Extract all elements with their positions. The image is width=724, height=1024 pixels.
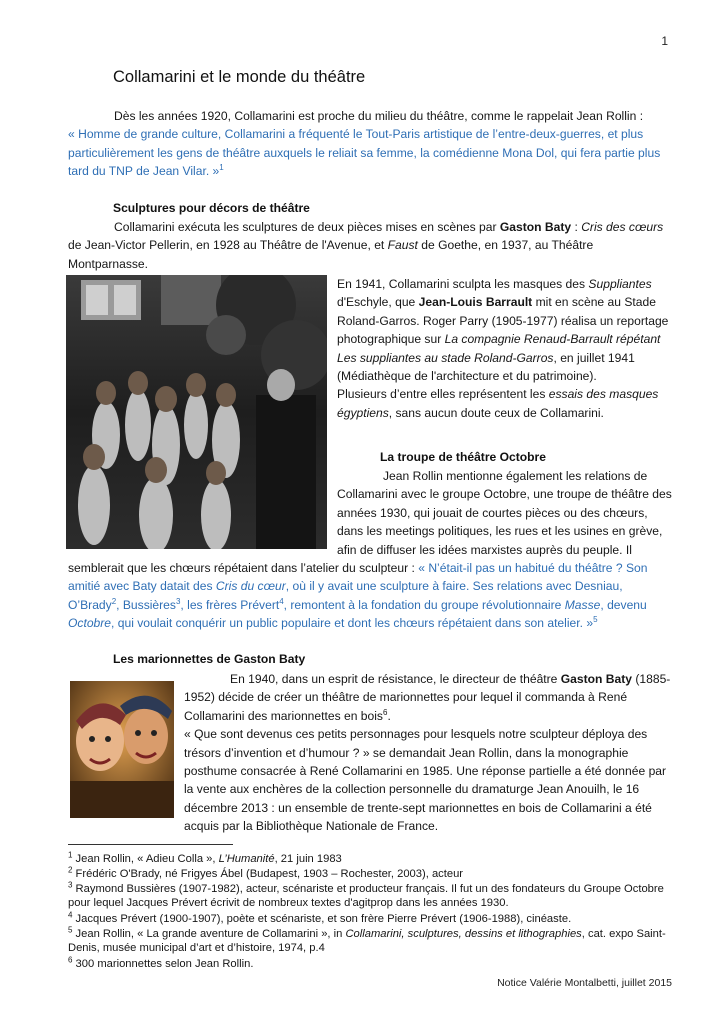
footnote-5-text: Jean Rollin, « La grande aventure de Collamarini », in bbox=[72, 928, 346, 940]
intro-quote bbox=[68, 125, 674, 180]
footnote-4 bbox=[68, 912, 668, 926]
note-ref-6[interactable]: 6 bbox=[382, 707, 388, 717]
footnote-6-number: 6 bbox=[68, 955, 73, 965]
note-ref-4[interactable]: 4 bbox=[279, 596, 284, 606]
marionnettes-text-2: « Que sont devenus ces petits personnages pour lesquels notre sculpteur déploya des trésors d’invention et d’humour ? » se demandait Jean Rollin, dans la monographie posthume consacrée à René Collamarini en 1985. Une réponse partielle a été donnée par la vente aux enchères de la collection personnelle du dramaturge Jean Anouilh, le 16 décembre 2013 : un ensemble de trente-sept marionnettes en bois de Collamarini a été acquis par la Bibliothèque Nationale de France. bbox=[184, 727, 667, 834]
page-footer: Notice Valérie Montalbetti, juillet 2015 bbox=[497, 977, 672, 989]
s2-text-6: , sans aucun doute ceux de Collamarini. bbox=[388, 405, 604, 420]
suppliantes-paragraph bbox=[337, 275, 674, 422]
s4-text-2: (1885-1952) décide de créer un théâtre de marionnettes pour lequel il commanda à René Collamarini des marionnettes en bois bbox=[184, 672, 671, 723]
s2-reportage-title: La compagnie Renaud-Barrault répétant Les suppliantes au stade Roland-Garros bbox=[337, 332, 661, 365]
s2-text-4: , en juillet 1941 (Médiathèque de l'architecture et du patrimoine). bbox=[337, 350, 635, 384]
s1-text-1: Collamarini exécuta les sculptures de deux pièces mises en scènes par bbox=[114, 220, 500, 234]
footnote-3 bbox=[68, 882, 668, 910]
footnote-5-number: 5 bbox=[68, 925, 73, 935]
s3-octobre: Octobre bbox=[68, 616, 112, 631]
s1-cris: Cris des cœurs bbox=[581, 220, 664, 234]
footnote-2-number: 2 bbox=[68, 865, 73, 875]
s3-cont: semblerait que les chœurs répétaient dans l’atelier du sculpteur : bbox=[68, 561, 419, 575]
footnote-2-text: Frédéric O'Brady, né Frigyes Ábel (Budapest, 1903 – Rochester, 2003), acteur bbox=[72, 868, 464, 880]
page-number: 1 bbox=[661, 34, 668, 48]
marionnettes-text-1 bbox=[184, 670, 674, 725]
marionnettes-paragraph bbox=[184, 670, 674, 836]
s3-q6: , devenu bbox=[600, 597, 647, 612]
masques-text bbox=[337, 385, 674, 422]
footnote-1 bbox=[68, 852, 668, 866]
s4-baty: Gaston Baty bbox=[560, 672, 632, 686]
suppliantes-rehearsal-photo bbox=[66, 275, 327, 549]
s2-text-3: mit en scène au Stade Roland-Garros. Roger Parry (1905-1977) réalisa un reportage photographique sur bbox=[337, 295, 669, 347]
footnote-separator bbox=[68, 844, 233, 845]
heading-troupe-octobre: La troupe de théâtre Octobre bbox=[380, 450, 546, 464]
note-ref-3[interactable]: 3 bbox=[175, 596, 181, 606]
footnote-1-number: 1 bbox=[68, 850, 73, 860]
sculptures-paragraph bbox=[68, 218, 674, 273]
heading-sculptures-decors: Sculptures pour décors de théâtre bbox=[113, 201, 310, 215]
octobre-paragraph: Jean Rollin mentionne également les relations de Collamarini avec le groupe Octobre, une troupe de théâtre des années 1930, qui jouait de courtes pièces ou des chœurs, dans les meetings politiques, les rues et les usines en grève, afin de diffuser les idées marxistes auprès du peuple. Il bbox=[337, 469, 672, 557]
s1-text-3: de Jean-Victor Pellerin, en 1928 au Théâtre de l'Avenue, et bbox=[68, 238, 388, 253]
s2-text-2: d'Eschyle, que bbox=[337, 295, 419, 310]
footnote-1-title: L’Humanité bbox=[218, 853, 275, 865]
footnote-6-text: 300 marionnettes selon Jean Rollin. bbox=[72, 958, 254, 970]
heading-marionnettes: Les marionnettes de Gaston Baty bbox=[113, 652, 306, 666]
s1-text-2: : bbox=[571, 220, 582, 234]
footnote-3-text: Raymond Bussières (1907-1982), acteur, scénariste et producteur français. Il fut un des fondateurs du Groupe Octobre pour lequel Jacques Prévert écrivit de nombreux textes d'agitprop dans les années 1930. bbox=[68, 883, 664, 910]
footnote-5-details: , cat. expo Saint-Denis, musée municipal d’art et d’histoire, 1974, p.4 bbox=[68, 928, 666, 955]
footnote-1-text: Jean Rollin, « Adieu Colla », bbox=[72, 853, 219, 865]
s1-text-4: de Goethe, en 1937, au Théâtre Montparnasse. bbox=[68, 238, 594, 271]
note-ref-2[interactable]: 2 bbox=[111, 596, 117, 606]
suppliantes-text bbox=[337, 275, 674, 385]
s1-baty: Gaston Baty bbox=[499, 220, 572, 234]
note-ref-1[interactable]: 1 bbox=[219, 163, 224, 173]
s3-masse: Masse bbox=[564, 597, 601, 612]
footnote-6 bbox=[68, 957, 668, 971]
s3-q1: « N’était-il pas un habitué du théâtre ? Son amitié avec Baty datait des bbox=[68, 561, 648, 594]
octobre-continuation bbox=[68, 559, 674, 633]
s3-q5: , remontent à la fondation du groupe révolutionnaire bbox=[283, 597, 565, 612]
footnote-4-text: Jacques Prévert (1900-1907), poète et scénariste, et son frère Pierre Prévert (1906-1988), cinéaste. bbox=[72, 913, 572, 925]
footnote-1-date: , 21 juin 1983 bbox=[274, 853, 342, 865]
s2-suppliantes: Suppliantes bbox=[588, 277, 652, 291]
intro-lead: Dès les années 1920, Collamarini est proche du milieu du théâtre, comme le rappelait Jean Rollin : bbox=[114, 109, 644, 123]
s2-barrault: Jean-Louis Barrault bbox=[418, 295, 533, 310]
s2-text-1: En 1941, Collamarini sculpta les masques des bbox=[337, 277, 589, 291]
note-ref-5[interactable]: 5 bbox=[593, 615, 598, 625]
s3-cris: Cris du cœur bbox=[215, 579, 286, 594]
s4-text-3: . bbox=[387, 708, 391, 723]
footnote-5-title: Collamarini, sculptures, dessins et lithographies bbox=[345, 928, 582, 940]
s2-text-5: Plusieurs d’entre elles représentent les bbox=[337, 387, 549, 402]
footnote-3-number: 3 bbox=[68, 880, 73, 890]
footnote-2 bbox=[68, 867, 668, 881]
footnote-4-number: 4 bbox=[68, 910, 73, 920]
s1-faust: Faust bbox=[387, 238, 418, 253]
s3-q2: , où il y avait une sculpture à faire. Ses relations avec Desniau, O’Brady bbox=[68, 579, 623, 612]
footnote-5 bbox=[68, 927, 668, 955]
s3-q4: , les frères Prévert bbox=[180, 597, 280, 612]
marionnettes-photo bbox=[70, 681, 174, 818]
intro-quote-text: « Homme de grande culture, Collamarini a fréquenté le Tout-Paris artistique de l’entre-deux-guerres, et plus particulièrement les gens de théâtre auxquels le reliait sa femme, la comédienne Mona Dol, qui fera partie plus tard du TNP de Jean Vilar. » bbox=[68, 127, 661, 179]
s3-q3: , Bussières bbox=[116, 597, 176, 612]
page-title: Collamarini et le monde du théâtre bbox=[113, 68, 366, 86]
s2-essais: essais des masques égyptiens bbox=[337, 387, 659, 420]
s3-q7: , qui voulait conquérir un public populaire et dont les chœurs répétaient dans son atelier. » bbox=[111, 616, 594, 631]
s4-text-1: En 1940, dans un esprit de résistance, le directeur de théâtre bbox=[230, 672, 561, 686]
intro-paragraph bbox=[68, 107, 674, 181]
